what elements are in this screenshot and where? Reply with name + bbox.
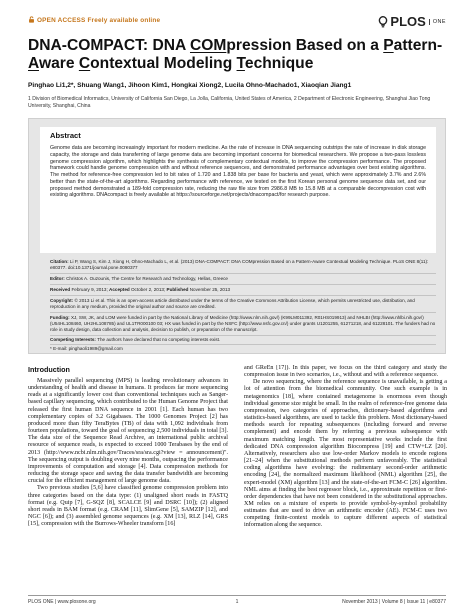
- page-header: [28, 14, 446, 32]
- journal-logo: [378, 14, 446, 29]
- plos-bulb-icon: [378, 16, 388, 28]
- body-paragraph: Two previous studies [5,6] have classified genome compression problem into three categories based on the data type: (1) unaligned short reads in FASTQ format (e.g. Quip [7], G-SQZ [8], SCALCE [9] and DSRC [10]); (2) aligned short reads in BAM format (e.g. CRAM [11], SlimGene [5], SAMZIP [12], and NGC [6]); and (3) assembled genome sequences (e.g. XM [13], RLZ [14], GRS [15], compression with the Burrows-Wheeler transform [16]: [28, 485, 228, 528]
- published-label: Published: [166, 287, 189, 292]
- open-lock-icon: [28, 16, 35, 23]
- editor-label: Editor:: [50, 276, 65, 281]
- journal-name: PLOS: [390, 14, 426, 29]
- editor: [50, 276, 436, 282]
- title-part-underlined: A: [28, 55, 39, 73]
- funding-text: XJ, SW, JK, and LOM were funded in part by the National Library of Medicine (http://www.nlm.nih.gov/) (K99LM011392, R01HS019913) and NHLBI (http://www.nhlbi.nih.gov/) (U54HL108460, UH2HL108785) and UL1TR000100 03; HX was funded in part by the NSFC (http://www.nsfc.gov.cn/) under grants U1201255, 61271218, and 61228101. The funders had no role in study design, data collection and analysis, decision to publish, or preparation of the manuscript.: [50, 315, 436, 332]
- copyright-text: © 2013 Li et al. This is an open-access article distributed under the terms of the Creative Commons Attribution License, which permits unrestricted use, distribution, and reproduction in any medium, provided the original author and source are credited.: [50, 298, 415, 309]
- section-heading-introduction: Introduction: [28, 365, 70, 374]
- contact-email: [50, 346, 436, 352]
- published-date: November 25, 2013: [189, 287, 231, 292]
- competing-label: Competing Interests:: [50, 337, 96, 342]
- title-part: ontextual Modeling: [90, 55, 237, 73]
- citation-text: Li P, Wang S, Kim J, Xiong H, Ohno-Machado L, et al. (2013) DNA-COMPACT: DNA COMpression Based on a Pattern-Aware Contextual Modeling Technique. PLoS ONE 8(11): e80377. doi:10.1371/journal.pone.0080377: [50, 259, 429, 270]
- author-list: Pinghao Li1,2*, Shuang Wang1, Jihoon Kim1, Hongkai Xiong2, Lucila Ohno-Machado1, Xiaoqian Jiang1: [28, 82, 352, 89]
- received-label: Received: [50, 287, 71, 292]
- editor-text: Christos A. Ouzounis, The Centre for Research and Technology, Hellas, Greece: [66, 276, 228, 281]
- email-label: * E-mail:: [50, 346, 68, 351]
- title-part: attern-: [393, 37, 443, 54]
- page-number: 1: [235, 599, 239, 605]
- copyright: [50, 298, 436, 310]
- body-paragraph: and GReEn [17]). In this paper, we focus on the third category and study the compression issue in two scenarios, i.e., without and with a reference sequence.: [244, 365, 447, 379]
- body-paragraph: Massively parallel sequencing (MPS) is leading revolutionary advances in understanding of health and disease in humans. It produces far more sequencing reads at a significantly lower cost than conventional techniques such as Sanger-based capillary sequencing, which contributed to the Human Genome Project that released the first human DNA sequence in 2001 [1]. Each human has two complementary copies of 3.2 Gigabases. The 1000 Genomes Project [2] has produced more than fifty TeraBytes (TB) of data with 1,092 individuals from fourteen populations, toward the goal of sequencing 2,500 individuals in total [3]. The data size of the Sequence Read Archive, an international public archival resource of sequence reads, is expected to exceed 1000 Terabases by the end of 2013 (http://www.ncbi.nlm.nih.gov/Traces/sra/sra.cgi?view = announcement)". The sequencing output is doubling every nine months, outpacing the performance improvements of computation and storage [4]. Data compression methods for reducing the storage space and saving the data transfer bandwidth are becoming crucial for the efficient management of large genome data.: [28, 378, 228, 485]
- title-part-underlined: COM: [189, 37, 227, 54]
- dates: [50, 287, 436, 293]
- citation-label: Citation:: [50, 259, 69, 264]
- funding: [50, 315, 436, 333]
- divider: [50, 273, 436, 274]
- accepted-label: Accepted: [109, 287, 130, 292]
- divider: [50, 335, 436, 336]
- title-part: DNA-COMPACT: DNA: [28, 37, 190, 54]
- title-part-underlined: C: [78, 55, 91, 73]
- title-part-underlined: P: [383, 37, 394, 54]
- title-part: echnique: [244, 55, 314, 73]
- paper-title: [28, 37, 448, 74]
- open-access-text: OPEN ACCESS Freely available online: [37, 17, 161, 24]
- front-matter-box: [28, 118, 446, 354]
- abstract-panel: [40, 127, 436, 253]
- email-address[interactable]: pinghaoli1989@gmail.com: [68, 346, 123, 351]
- body-paragraph: De novo sequencing, where the reference sequence is unavailable, is getting a lot of attention from the biomedical community. One such example is in metagenomics [18], where contained metagenome is enormous even though individual genome size might be small. In the realm of reference-free genome data compression, two categories of approaches, dictionary-based algorithms and statistics-based algorithms, are used to tackle this problem. Most dictionary-based methods search for repeating subsequences (including forward and reverse complement) and encode them by referring a previous subsequence with maximum matching length. The most representative works include the first dedicated DNA compression algorithm Biocompress [19] and CTW+LZ [20]. Alternatively, researchers also use low-order Markov models to encode regions [21–24] when the substitutional methods perform unfavorably. The statistical coding algorithms have evolving: the rudimentary second-order arithmetic encoding [24], the normalized maximum likelihood (NML) algorithm [25], the expert-model (XM) algorithm [13] and the state-of-the-art FCM-C [26] algorithm. NML aims at finding the best regressor block, i.e., approximate repetition or first-order dependencies that have not been considered in the substitutional approaches. XM relies on a mixture of experts to provide symbol-by-symbol probability estimates that are used to drive an arithmetic encoder (AE). FCM-C uses two competing finite-context models to capture different aspects of statistical information along the sequence.: [244, 379, 447, 529]
- accepted-date: October 2, 2013;: [130, 287, 166, 292]
- open-access-badge: [28, 16, 160, 24]
- copyright-label: Copyright:: [50, 298, 74, 303]
- title-part: pression Based on a: [226, 37, 384, 54]
- divider: [50, 295, 436, 296]
- funding-label: Funding:: [50, 315, 70, 320]
- divider: [50, 312, 436, 313]
- journal-sub: ONE: [429, 19, 446, 25]
- title-part-underlined: T: [236, 55, 245, 73]
- footer-divider: [28, 595, 446, 596]
- competing-text: The authors have declared that no competing interests exist.: [97, 337, 221, 342]
- left-column: [28, 365, 228, 590]
- competing-interests: [50, 337, 436, 343]
- footer-journal-url[interactable]: PLOS ONE | www.plosone.org: [28, 599, 96, 605]
- affiliations: 1 Division of Biomedical Informatics, University of California San Diego, La Jolla, California, United States of America, 2 Department of Electronic Engineering, Shanghai Jiao Tong University, Shanghai, China: [28, 96, 431, 109]
- divider: [50, 284, 436, 285]
- page-footer: [28, 599, 446, 607]
- divider: [50, 344, 436, 345]
- received-date: February 9, 2013;: [71, 287, 108, 292]
- footer-issue-info: November 2013 | Volume 8 | Issue 11 | e80377: [342, 599, 446, 605]
- abstract-heading: Abstract: [50, 131, 81, 140]
- right-column: [244, 365, 447, 590]
- citation: [50, 259, 436, 271]
- abstract-text: Genome data are becoming increasingly important for modern medicine. As the rate of increase in DNA sequencing outstrips the rate of increase in disk storage capacity, the storage and data transferring of large genome data are becoming important concerns for biomedical researchers. We propose a two-pass lossless genome compression algorithm, which highlights the synthesis of complementary contextual models, to improve the compression performance. The proposed framework could handle genome compression with and without reference sequences, and demonstrated performance advantages over best existing algorithms. The method for reference-free compression led to bit rates of 1.720 and 1.838 bits per base for bacteria and yeast, which were approximately 3.7% and 2.6% better than the state-of-the-art algorithms. Regarding performance with reference, we tested on the first Korean personal genome sequence data set, and our proposed method demonstrated a 189-fold compression rate, reducing the raw file size from 2986.8 MB to 15.8 MB at a comparable decompression cost with existing algorithms. DNAcompact is freely available at https://sourceforge.net/projects/dnacompact/for research purpose.: [50, 145, 426, 199]
- title-part: ware: [38, 55, 79, 73]
